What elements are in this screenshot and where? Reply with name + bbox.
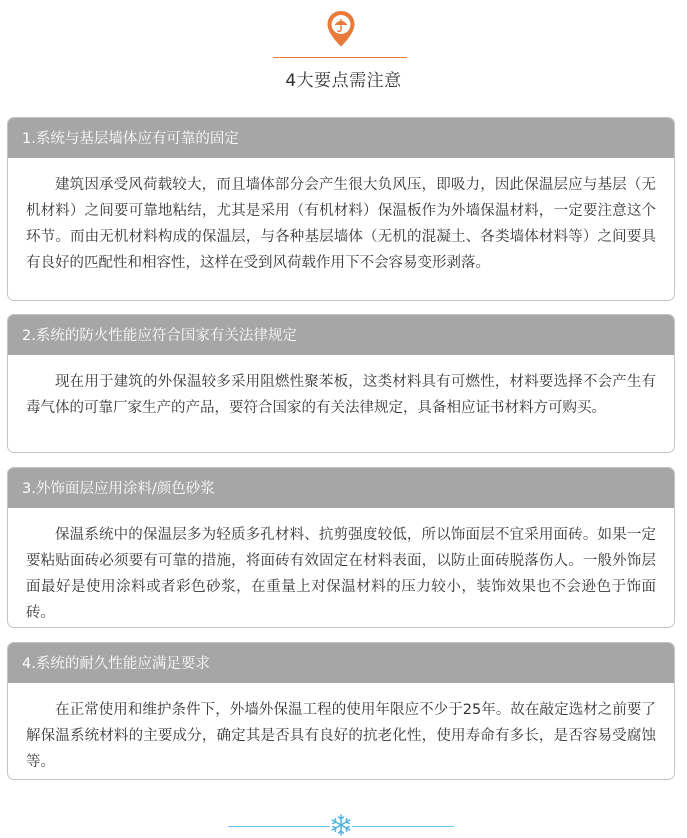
section-title: 1.系统与基层墙体应有可靠的固定 <box>8 118 674 158</box>
section-body: 在正常使用和维护条件下，外墙外保温工程的使用年限应不少于25年。故在敲定选材之前要了解保温系统材料的主要成分，确定其是否具有良好的抗老化性，使用寿命有多长，是否容易受腐蚀等。 <box>26 702 656 770</box>
section-header <box>0 0 687 100</box>
section-title: 3.外饰面层应用涂料/颜色砂浆 <box>8 468 674 508</box>
footer-divider-left <box>228 826 330 827</box>
snowflake-icon <box>330 813 352 837</box>
footer-divider-right <box>352 826 454 827</box>
section-card-2 <box>7 314 675 453</box>
section-body: 保温系统中的保温层多为轻质多孔材料、抗剪强度较低，所以饰面层不宜采用面砖。如果一定要粘贴面砖必须要有可靠的措施，将面砖有效固定在材料表面，以防止面砖脱落伤人。一般外饰层面最好是使用涂料或者彩色砂浆，在重量上对保温材料的压力较小，装饰效果也不会逊色于饰面砖。 <box>26 527 656 621</box>
section-card-3 <box>7 467 675 628</box>
section-title: 2.系统的防火性能应符合国家有关法律规定 <box>8 315 674 355</box>
header-divider <box>273 57 407 58</box>
section-title: 4.系统的耐久性能应满足要求 <box>8 643 674 683</box>
section-card-1 <box>7 117 675 301</box>
section-card-4 <box>7 642 675 780</box>
page-title: 4大要点需注意 <box>285 71 402 91</box>
section-body: 建筑因承受风荷载较大，而且墙体部分会产生很大负风压，即吸力，因此保温层应与基层（无机材料）之间要可靠地粘结，尤其是采用（有机材料）保温板作为外墙保温材料，一定要注意这个环节。而由无机材料构成的保温层，与各种基层墙体（无机的混凝土、各类墙体材料等）之间要具有良好的匹配性和相容性，这样在受到风荷载作用下不会容易变形剥落。 <box>26 177 656 271</box>
umbrella-pin-icon <box>326 10 356 48</box>
section-body: 现在用于建筑的外保温较多采用阻燃性聚苯板，这类材料具有可燃性，材料要选择不会产生有毒气体的可靠厂家生产的产品，要符合国家的有关法律规定，具备相应证书材料方可购买。 <box>26 374 656 416</box>
